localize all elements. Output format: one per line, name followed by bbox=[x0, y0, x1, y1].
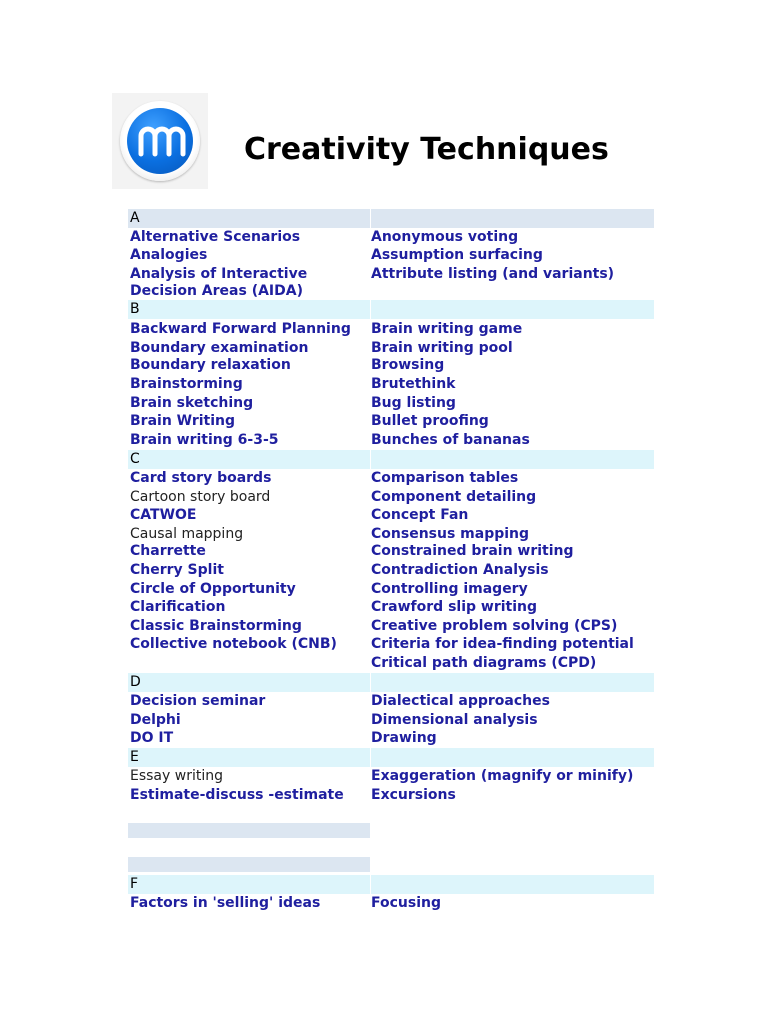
technique-link[interactable]: Constrained brain writing bbox=[371, 543, 574, 559]
technique-link[interactable]: Dimensional analysis bbox=[371, 712, 538, 728]
empty-row bbox=[128, 857, 370, 872]
technique-link[interactable]: Attribute listing (and variants) bbox=[371, 266, 615, 282]
technique-link[interactable]: Analogies bbox=[130, 247, 208, 263]
technique-link[interactable]: CATWOE bbox=[130, 507, 197, 523]
section-header-e bbox=[128, 748, 654, 767]
technique-link[interactable]: Component detailing bbox=[371, 489, 537, 505]
technique-link[interactable]: Bullet proofing bbox=[371, 413, 489, 429]
technique-link[interactable]: Classic Brainstorming bbox=[130, 618, 302, 634]
technique-link[interactable]: Brutethink bbox=[371, 376, 456, 392]
technique-link[interactable]: Brain Writing bbox=[130, 413, 236, 429]
technique-text: Causal mapping bbox=[130, 526, 244, 542]
technique-link[interactable]: Dialectical approaches bbox=[371, 693, 550, 709]
technique-link[interactable]: Charrette bbox=[130, 543, 206, 559]
section-letter: C bbox=[130, 451, 140, 467]
technique-link[interactable]: Boundary examination bbox=[130, 340, 309, 356]
m-letter-icon bbox=[127, 108, 193, 174]
technique-link[interactable]: Controlling imagery bbox=[371, 581, 528, 597]
technique-link[interactable]: Anonymous voting bbox=[371, 229, 519, 245]
technique-link[interactable]: Brain writing game bbox=[371, 321, 523, 337]
section-letter: F bbox=[130, 876, 139, 892]
technique-text: Cartoon story board bbox=[130, 489, 271, 505]
technique-link[interactable]: Bunches of bananas bbox=[371, 432, 530, 448]
section-header-d bbox=[128, 673, 654, 692]
technique-link[interactable]: Contradiction Analysis bbox=[371, 562, 549, 578]
technique-link[interactable]: Criteria for idea-finding potential bbox=[371, 636, 634, 652]
section-header-f bbox=[128, 875, 654, 894]
technique-link[interactable]: Brain sketching bbox=[130, 395, 254, 411]
technique-link[interactable]: Excursions bbox=[371, 787, 456, 803]
technique-link[interactable]: Brain writing 6-3-5 bbox=[130, 432, 279, 448]
technique-text: Essay writing bbox=[130, 768, 223, 784]
technique-link[interactable]: DO IT bbox=[130, 730, 174, 746]
technique-link[interactable]: Crawford slip writing bbox=[371, 599, 538, 615]
section-letter: A bbox=[130, 210, 140, 226]
technique-link[interactable]: Circle of Opportunity bbox=[130, 581, 296, 597]
technique-link[interactable]: Drawing bbox=[371, 730, 437, 746]
technique-link[interactable]: Estimate-discuss -estimate bbox=[130, 787, 344, 803]
technique-link[interactable]: Decision Areas (AIDA) bbox=[130, 283, 303, 299]
logo-ring bbox=[120, 101, 200, 181]
technique-link[interactable]: Assumption surfacing bbox=[371, 247, 543, 263]
technique-link[interactable]: Bug listing bbox=[371, 395, 456, 411]
technique-link[interactable]: Card story boards bbox=[130, 470, 272, 486]
section-letter: B bbox=[130, 301, 140, 317]
technique-link[interactable]: Consensus mapping bbox=[371, 526, 530, 542]
technique-link[interactable]: Factors in 'selling' ideas bbox=[130, 895, 321, 911]
technique-link[interactable]: Backward Forward Planning bbox=[130, 321, 351, 337]
technique-link[interactable]: Analysis of Interactive bbox=[130, 266, 308, 282]
technique-link[interactable]: Clarification bbox=[130, 599, 226, 615]
technique-link[interactable]: Delphi bbox=[130, 712, 181, 728]
technique-link[interactable]: Brain writing pool bbox=[371, 340, 513, 356]
technique-link[interactable]: Focusing bbox=[371, 895, 441, 911]
technique-link[interactable]: Concept Fan bbox=[371, 507, 469, 523]
empty-row bbox=[128, 823, 370, 838]
technique-link[interactable]: Collective notebook (CNB) bbox=[130, 636, 337, 652]
logo bbox=[112, 93, 208, 189]
section-letter: E bbox=[130, 749, 139, 765]
technique-link[interactable]: Browsing bbox=[371, 357, 445, 373]
technique-link[interactable]: Alternative Scenarios bbox=[130, 229, 301, 245]
page-title: Creativity Techniques bbox=[244, 132, 609, 167]
section-letter: D bbox=[130, 674, 141, 690]
technique-link[interactable]: Creative problem solving (CPS) bbox=[371, 618, 618, 634]
technique-link[interactable]: Boundary relaxation bbox=[130, 357, 291, 373]
section-header-b bbox=[128, 300, 654, 319]
technique-link[interactable]: Critical path diagrams (CPD) bbox=[371, 655, 597, 671]
technique-link[interactable]: Exaggeration (magnify or minify) bbox=[371, 768, 634, 784]
technique-link[interactable]: Brainstorming bbox=[130, 376, 243, 392]
section-header-c bbox=[128, 450, 654, 469]
technique-link[interactable]: Cherry Split bbox=[130, 562, 224, 578]
technique-link[interactable]: Decision seminar bbox=[130, 693, 266, 709]
logo-disc bbox=[127, 108, 193, 174]
technique-link[interactable]: Comparison tables bbox=[371, 470, 519, 486]
section-header-a bbox=[128, 209, 654, 228]
